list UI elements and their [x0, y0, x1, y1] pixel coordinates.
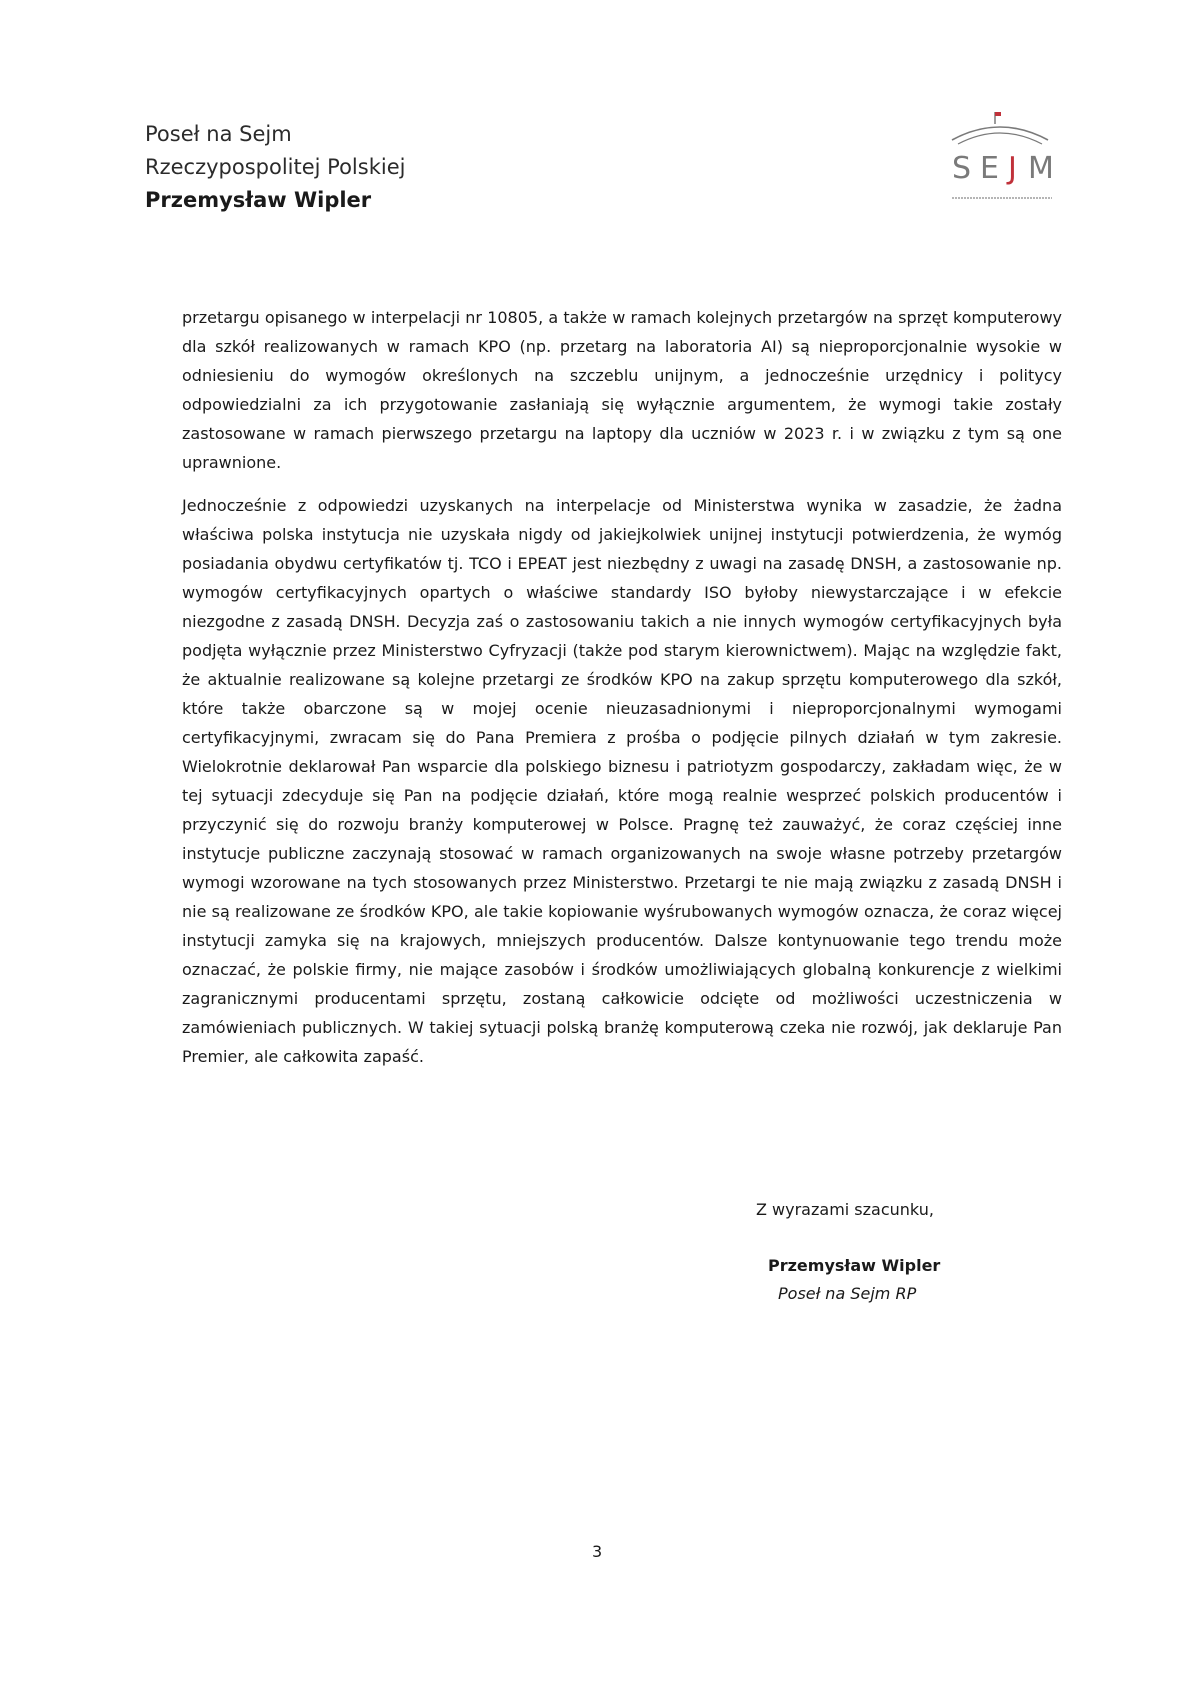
- letter-body: [182, 303, 1062, 1085]
- logo-letter-s: S: [952, 151, 972, 186]
- letterhead-line-2: Rzeczypospolitej Polskiej: [145, 155, 406, 179]
- letterhead: [145, 118, 405, 217]
- signature-title: Poseł na Sejm RP: [778, 1284, 917, 1303]
- sejm-logo: [930, 108, 1070, 212]
- body-paragraph-2: Jednocześnie z odpowiedzi uzyskanych na interpelacje od Ministerstwa wynika w zasadzie, że żadna właściwa polska instytucja nie uzyskała nigdy od jakiejkolwiek unijnej instytucji potwierdzenia, że wymóg posiadania obydwu certyfikatów tj. TCO i EPEAT jest niezbędny z uwagi na zasadę DNSH, a zastosowanie np. wymogów certyfikacyjnych opartych o właściwe standardy ISO byłoby niewystarczające i w efekcie niezgodne z zasadą DNSH. Decyzja zaś o zastosowaniu takich a nie innych wymogów certyfikacyjnych była podjęta wyłącznie przez Ministerstwo Cyfryzacji (także pod starym kierownictwem). Mając na względzie fakt, że aktualnie realizowane są kolejne przetargi ze środków KPO na zakup sprzętu komputerowego dla szkół, które także obarczone są w mojej ocenie nieuzasadnionymi i nieproporcjonalnymi wymogami certyfikacyjnymi, zwracam się do Pana Premiera z prośba o podjęcie pilnych działań w tym zakresie. Wielokrotnie deklarował Pan wsparcie dla polskiego biznesu i patriotyzm gospodarczy, zakładam więc, że w tej sytuacji zdecyduje się Pan na podjęcie działań, które mogą realnie wesprzeć polskich producentów i przyczynić się do rozwoju branży komputerowej w Polsce. Pragnę też zauważyć, że coraz częściej inne instytucje publiczne zaczynają stosować w ramach organizowanych na swoje własne potrzeby przetargów wymogi wzorowane na tych stosowanych przez Ministerstwo. Przetargi te nie mają związku z zasadą DNSH i nie są realizowane ze środków KPO, ale takie kopiowanie wyśrubowanych wymogów oznacza, że coraz więcej instytucji zamyka się na krajowych, mniejszych producentów. Dalsze kontynuowanie tego trendu może oznaczać, że polskie firmy, nie mające zasobów i środków umożliwiających globalną konkurencje z wielkimi zagranicznymi producentami sprzętu, zostaną całkowicie odcięte od możliwości uczestniczenia w zamówieniach publicznych. W takiej sytuacji polską branżę komputerową czeka nie rozwój, jak deklaruje Pan Premier, ale całkowita zapaść.: [182, 496, 1062, 1066]
- letterhead-name: Przemysław Wipler: [145, 188, 372, 212]
- logo-letter-m: M: [1028, 151, 1054, 186]
- sejm-building-icon: [930, 108, 1070, 212]
- signature-name: Przemysław Wipler: [768, 1256, 941, 1275]
- body-paragraph-1: przetargu opisanego w interpelacji nr 10805, a także w ramach kolejnych przetargów na sprzęt komputerowy dla szkół realizowanych w ramach KPO (np. przetarg na laboratoria AI) są nieproporcjonalnie wysokie w odniesieniu do wymogów określonych na szczeblu unijnym, a jednocześnie urzędnicy i politycy odpowiedzialni za ich przygotowanie zasłaniają się wyłącznie argumentem, że wymogi takie zostały zastosowane w ramach pierwszego przetargu na laptopy dla uczniów w 2023 r. i w związku z tym są one uprawnione.: [182, 308, 1062, 472]
- logo-letter-e: E: [980, 151, 999, 186]
- letterhead-line-1: Poseł na Sejm: [145, 122, 292, 146]
- signature-closing: Z wyrazami szacunku,: [756, 1200, 934, 1219]
- logo-letter-j: J: [1008, 151, 1017, 186]
- page-number: 3: [592, 1542, 603, 1561]
